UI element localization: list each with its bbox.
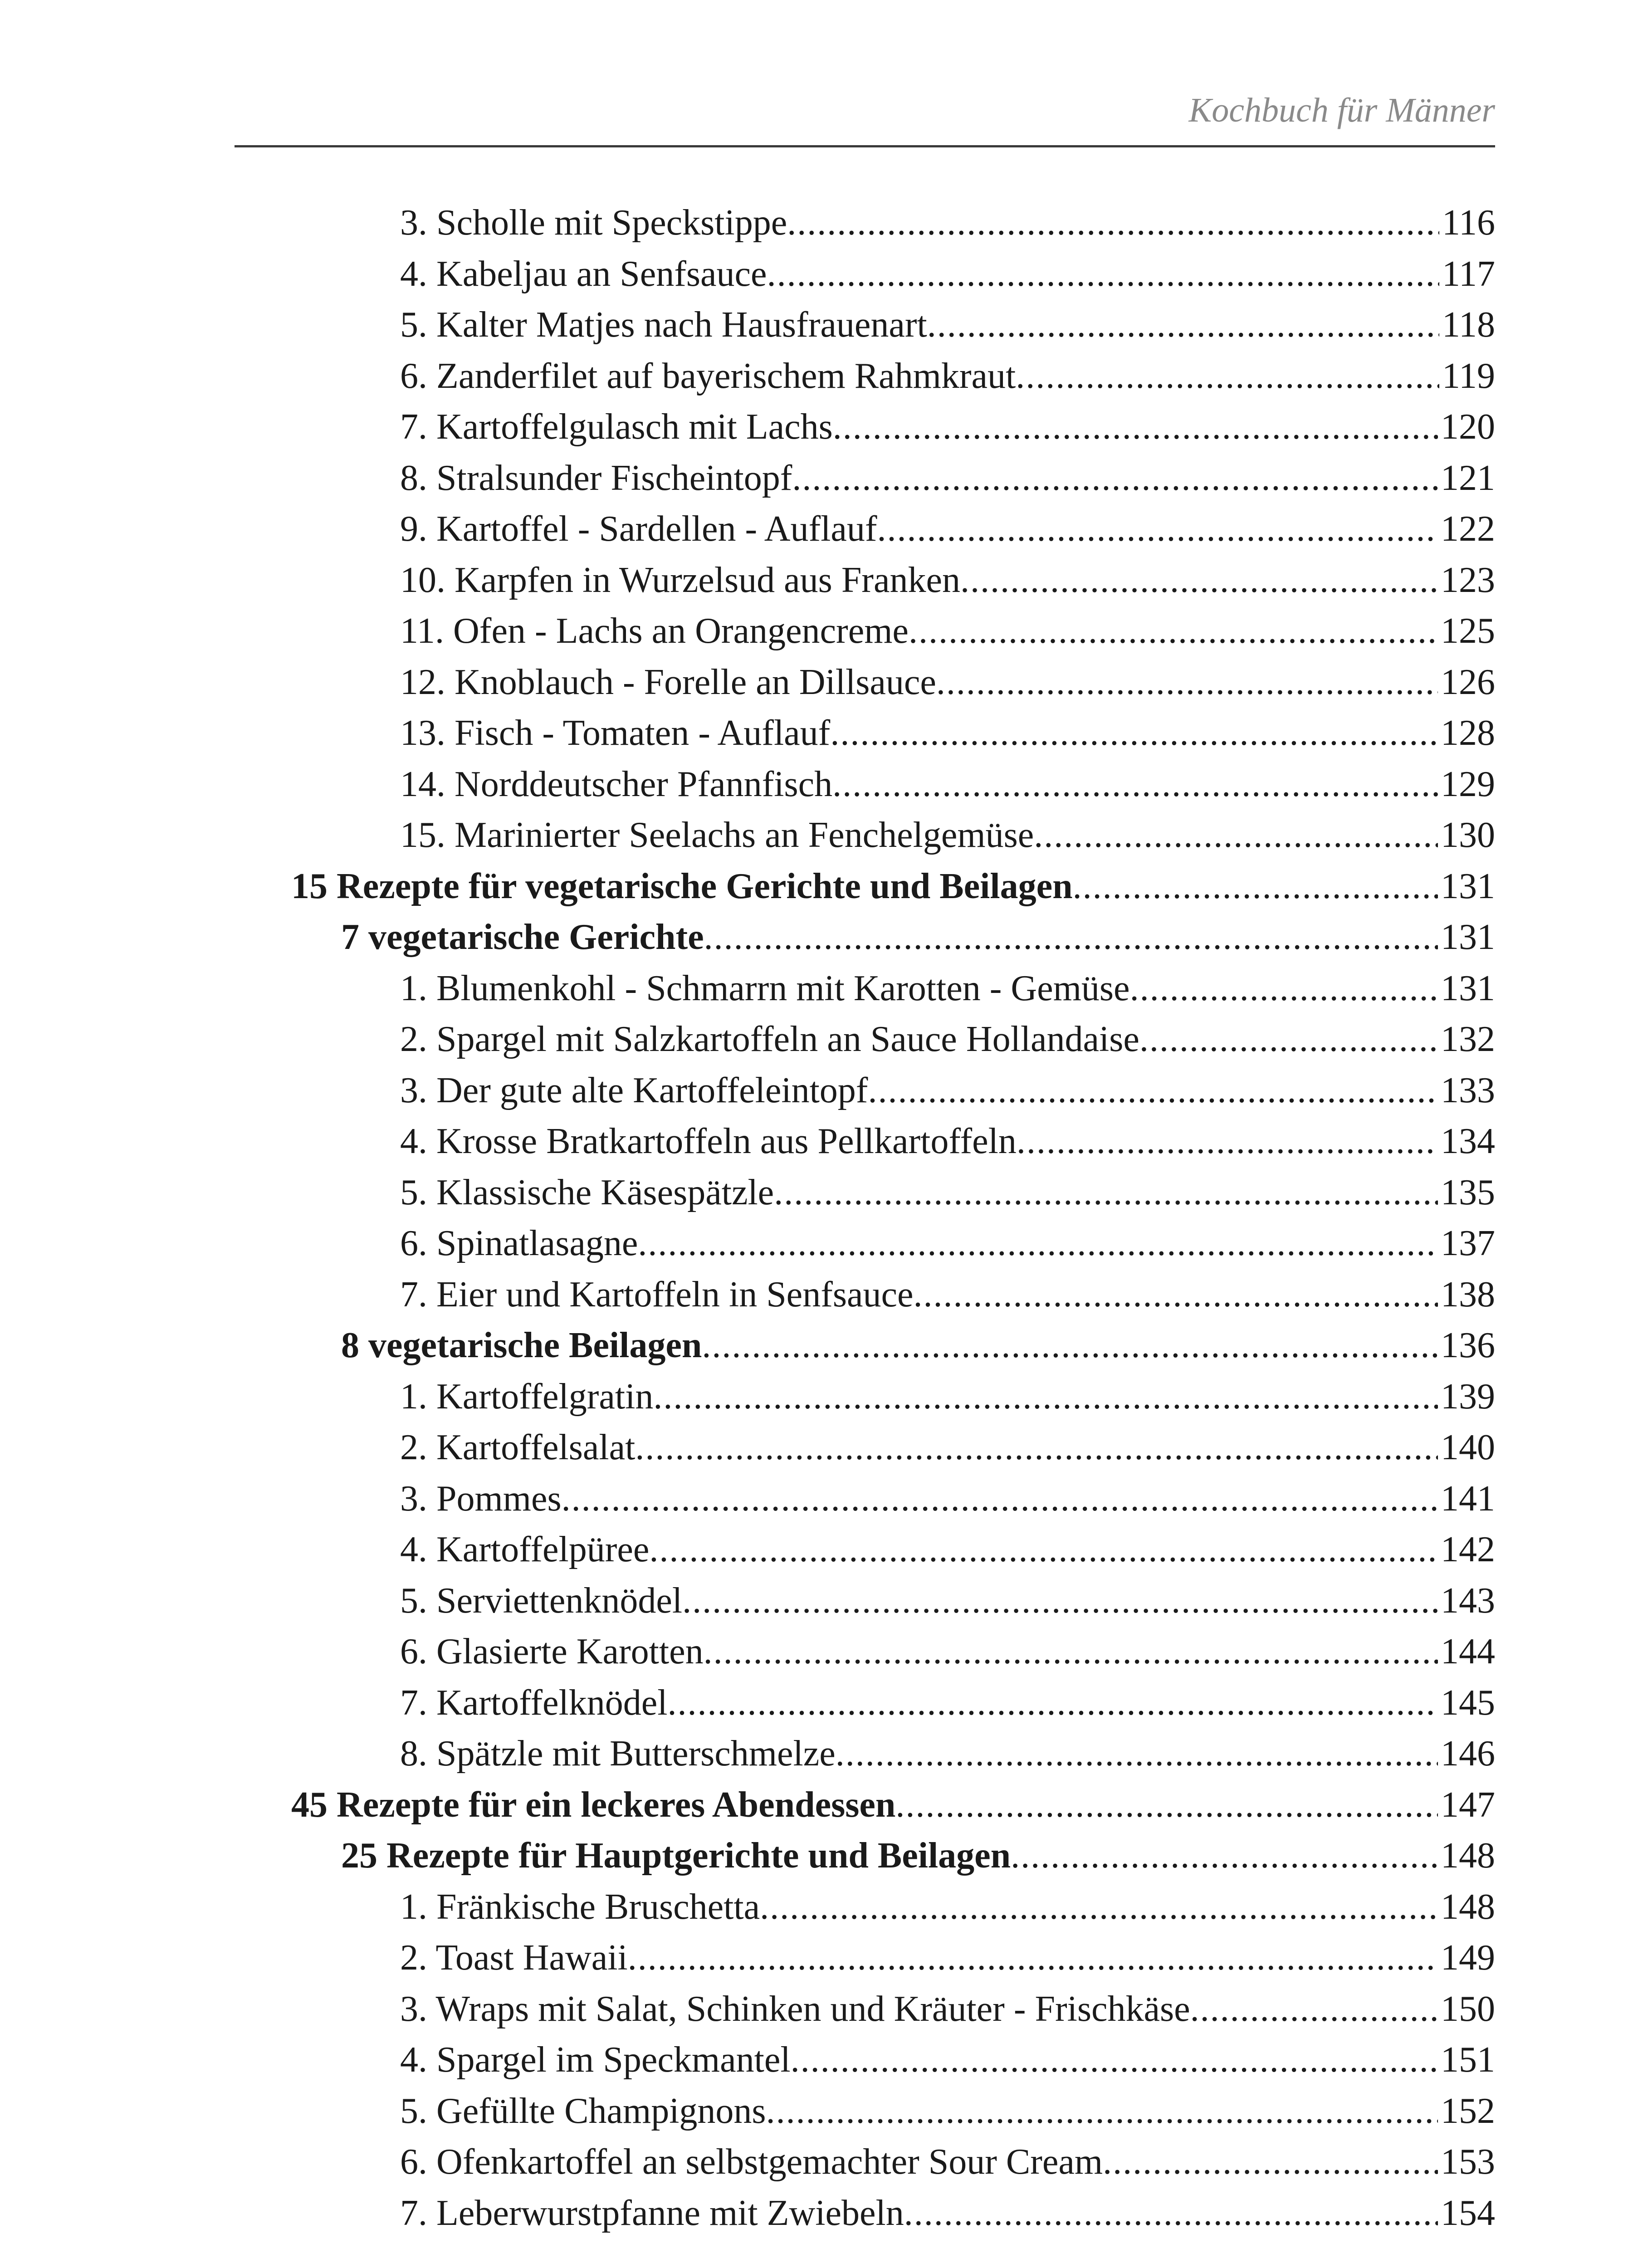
toc-entry-title: 11. Ofen - Lachs an Orangencreme [400,611,909,651]
toc-entry-title: 5. Klassische Käsespätzle [400,1172,774,1212]
toc-entry-title: 3. Wraps mit Salat, Schinken und Kräuter - Frischkäse [400,1989,1190,2029]
toc-page-number: 130 [1441,815,1495,855]
toc-dot-leader [936,657,1438,708]
toc-recipe-entry[interactable] [235,1422,1495,1473]
toc-page-number: 151 [1441,2040,1495,2080]
toc-dot-leader [628,1932,1438,1984]
toc-entry-title: 4. Krosse Bratkartoffeln aus Pellkartoffeln [400,1121,1017,1161]
toc-recipe-entry[interactable] [235,1014,1495,1065]
toc-dot-leader [649,1524,1438,1575]
toc-recipe-entry[interactable] [235,503,1495,555]
toc-recipe-entry[interactable] [235,759,1495,810]
toc-recipe-entry[interactable] [235,1677,1495,1729]
toc-dot-leader [1103,2136,1438,2188]
toc-dot-leader [774,1167,1438,1218]
toc-page-number: 131 [1441,968,1495,1008]
toc-dot-leader [760,1882,1438,1933]
toc-dot-leader [635,1422,1438,1473]
toc-page-number: 134 [1441,1121,1495,1161]
toc-entry-title: 13. Fisch - Tomaten - Auflauf [400,713,831,753]
toc-page-number: 126 [1441,662,1495,702]
toc-recipe-entry[interactable] [235,197,1495,249]
toc-page-number: 135 [1441,1172,1495,1212]
toc-page-number: 120 [1441,407,1495,447]
toc-page-number: 139 [1441,1376,1495,1417]
toc-dot-leader [1034,810,1438,861]
toc-page-number: 150 [1441,1989,1495,2029]
toc-entry-title: 12. Knoblauch - Forelle an Dillsauce [400,662,936,702]
toc-page-number: 144 [1441,1632,1495,1672]
toc-section-entry[interactable] [235,1830,1495,1882]
toc-page-number: 148 [1441,1836,1495,1876]
toc-recipe-entry[interactable] [235,657,1495,708]
toc-page-number: 136 [1441,1325,1495,1365]
toc-dot-leader [791,2034,1438,2086]
toc-recipe-entry[interactable] [235,1728,1495,1779]
toc-page-number: 121 [1441,458,1495,498]
toc-entry-title: 5. Serviettenknödel [400,1580,683,1621]
toc-dot-leader [832,759,1438,810]
toc-recipe-entry[interactable] [235,401,1495,453]
toc-dot-leader [877,503,1438,555]
toc-dot-leader [562,1473,1438,1525]
toc-dot-leader [913,1269,1438,1320]
toc-dot-leader [767,249,1439,300]
toc-recipe-entry[interactable] [235,2086,1495,2137]
toc-dot-leader [909,606,1438,657]
toc-entry-title: 45 Rezepte für ein leckeres Abendessen [291,1784,896,1825]
toc-recipe-entry[interactable] [235,2188,1495,2239]
toc-recipe-entry[interactable] [235,1626,1495,1677]
toc-recipe-entry[interactable] [235,249,1495,300]
toc-dot-leader [704,1626,1438,1677]
toc-dot-leader [667,1677,1438,1729]
toc-recipe-entry[interactable] [235,963,1495,1014]
toc-entry-title: 8 vegetarische Beilagen [341,1325,702,1365]
toc-page-number: 122 [1441,509,1495,549]
toc-entry-title: 1. Fränkische Bruschetta [400,1887,760,1927]
toc-entry-title: 5. Kalter Matjes nach Hausfrauenart [400,305,927,345]
toc-recipe-entry[interactable] [235,1473,1495,1525]
toc-page-number: 147 [1441,1784,1495,1825]
toc-dot-leader [868,1065,1438,1116]
toc-entry-title: 14. Norddeutscher Pfannfisch [400,764,833,804]
toc-entry-title: 2. Kartoffelsalat [400,1427,636,1467]
toc-entry-title: 7. Eier und Kartoffeln in Senfsauce [400,1274,914,1315]
toc-page-number: 131 [1441,866,1495,906]
toc-recipe-entry[interactable] [235,1269,1495,1320]
toc-page-number: 132 [1441,1019,1495,1059]
toc-page-number: 148 [1441,1887,1495,1927]
toc-page-number: 149 [1441,1938,1495,1978]
toc-page-number: 133 [1441,1070,1495,1110]
toc-page-number: 119 [1442,356,1495,396]
toc-recipe-entry[interactable] [235,1882,1495,1933]
toc-section-entry[interactable] [235,912,1495,963]
toc-dot-leader [1073,861,1438,912]
toc-recipe-entry[interactable] [235,708,1495,759]
toc-recipe-entry[interactable] [235,1524,1495,1575]
toc-dot-leader [927,299,1439,351]
toc-recipe-entry[interactable] [235,555,1495,606]
toc-entry-title: 2. Spargel mit Salzkartoffeln an Sauce Hollandaise [400,1019,1139,1059]
toc-chapter-entry[interactable] [235,1779,1495,1831]
toc-page-number: 145 [1441,1682,1495,1723]
toc-page-number: 146 [1441,1734,1495,1774]
toc-dot-leader [836,1728,1438,1779]
toc-entry-title: 10. Karpfen in Wurzelsud aus Franken [400,560,960,600]
toc-dot-leader [895,1779,1438,1831]
toc-page-number: 118 [1442,305,1495,345]
toc-dot-leader [787,197,1439,249]
toc-page-number: 123 [1441,560,1495,600]
toc-page-number: 138 [1441,1274,1495,1315]
toc-dot-leader [833,401,1438,453]
toc-page-number: 141 [1441,1478,1495,1519]
toc-page-number: 153 [1441,2142,1495,2182]
toc-dot-leader [1011,1830,1438,1882]
toc-page-number: 116 [1442,203,1495,243]
toc-dot-leader [1016,351,1439,402]
toc-dot-leader [830,708,1438,759]
toc-entry-title: 5. Gefüllte Champignons [400,2091,766,2131]
toc-recipe-entry[interactable] [235,351,1495,402]
toc-recipe-entry[interactable] [235,1371,1495,1422]
toc-page-number: 137 [1441,1223,1495,1263]
toc-recipe-entry[interactable] [235,2034,1495,2086]
toc-entry-title: 4. Spargel im Speckmantel [400,2040,791,2080]
toc-dot-leader [904,2188,1438,2239]
toc-page-number: 140 [1441,1427,1495,1467]
toc-dot-leader [960,555,1438,606]
toc-dot-leader [792,453,1438,504]
toc-recipe-entry[interactable] [235,1984,1495,2035]
toc-entry-title: 15 Rezepte für vegetarische Gerichte und Beilagen [291,866,1073,906]
running-header-title: Kochbuch für Männer [1188,91,1495,129]
toc-recipe-entry[interactable] [235,2136,1495,2188]
toc-entry-title: 4. Kabeljau an Senfsauce [400,254,767,294]
toc-entry-title: 15. Marinierter Seelachs an Fenchelgemüse [400,815,1034,855]
toc-recipe-entry[interactable] [235,1218,1495,1269]
toc-dot-leader [704,912,1438,963]
toc-page-number: 143 [1441,1580,1495,1621]
toc-dot-leader [766,2086,1438,2137]
toc-dot-leader [1139,1014,1438,1065]
toc-entry-title: 7 vegetarische Gerichte [341,917,704,957]
toc-entry-title: 7. Kartoffelgulasch mit Lachs [400,407,833,447]
toc-page-number: 152 [1441,2091,1495,2131]
toc-recipe-entry[interactable] [235,1167,1495,1218]
toc-page-number: 131 [1441,917,1495,957]
toc-recipe-entry[interactable] [235,1065,1495,1116]
toc-dot-leader [653,1371,1438,1422]
toc-page-number: 117 [1442,254,1495,294]
toc-entry-title: 3. Scholle mit Speckstippe [400,203,787,243]
toc-recipe-entry[interactable] [235,1932,1495,1984]
toc-entry-title: 25 Rezepte für Hauptgerichte und Beilagen [341,1836,1011,1876]
toc-recipe-entry[interactable] [235,299,1495,351]
toc-entry-title: 6. Glasierte Karotten [400,1632,704,1672]
toc-entry-title: 8. Spätzle mit Butterschmelze [400,1734,836,1774]
toc-dot-leader [638,1218,1438,1269]
header-rule [235,145,1495,147]
toc-entry-title: 1. Kartoffelgratin [400,1376,654,1417]
toc-dot-leader [1190,1984,1438,2035]
toc-recipe-entry[interactable] [235,453,1495,504]
toc-entry-title: 1. Blumenkohl - Schmarrn mit Karotten - Gemüse [400,968,1130,1008]
toc-entry-title: 4. Kartoffelpüree [400,1530,650,1569]
toc-recipe-entry[interactable] [235,1575,1495,1627]
toc-recipe-entry[interactable] [235,606,1495,657]
toc-entry-title: 6. Spinatlasagne [400,1223,638,1263]
toc-entry-title: 3. Pommes [400,1478,562,1519]
toc-dot-leader [702,1320,1438,1371]
toc-page-number: 154 [1441,2193,1495,2233]
toc-page-number: 125 [1441,611,1495,651]
table-of-contents [235,197,1495,2239]
toc-entry-title: 9. Kartoffel - Sardellen - Auflauf [400,509,877,549]
toc-entry-title: 6. Ofenkartoffel an selbstgemachter Sour Cream [400,2142,1103,2182]
toc-page-number: 142 [1441,1530,1495,1569]
toc-dot-leader [682,1575,1438,1627]
toc-dot-leader [1017,1116,1438,1167]
toc-entry-title: 7. Leberwurstpfanne mit Zwiebeln [400,2193,904,2233]
toc-entry-title: 3. Der gute alte Kartoffeleintopf [400,1070,868,1110]
toc-entry-title: 2. Toast Hawaii [400,1938,628,1978]
toc-entry-title: 7. Kartoffelknödel [400,1682,668,1723]
toc-recipe-entry[interactable] [235,810,1495,861]
toc-page-number: 128 [1441,713,1495,753]
toc-page-number: 129 [1441,764,1495,804]
toc-entry-title: 8. Stralsunder Fischeintopf [400,458,792,498]
toc-section-entry[interactable] [235,1320,1495,1371]
toc-entry-title: 6. Zanderfilet auf bayerischem Rahmkraut [400,356,1016,396]
toc-chapter-entry[interactable] [235,861,1495,912]
toc-recipe-entry[interactable] [235,1116,1495,1167]
toc-dot-leader [1130,963,1438,1014]
